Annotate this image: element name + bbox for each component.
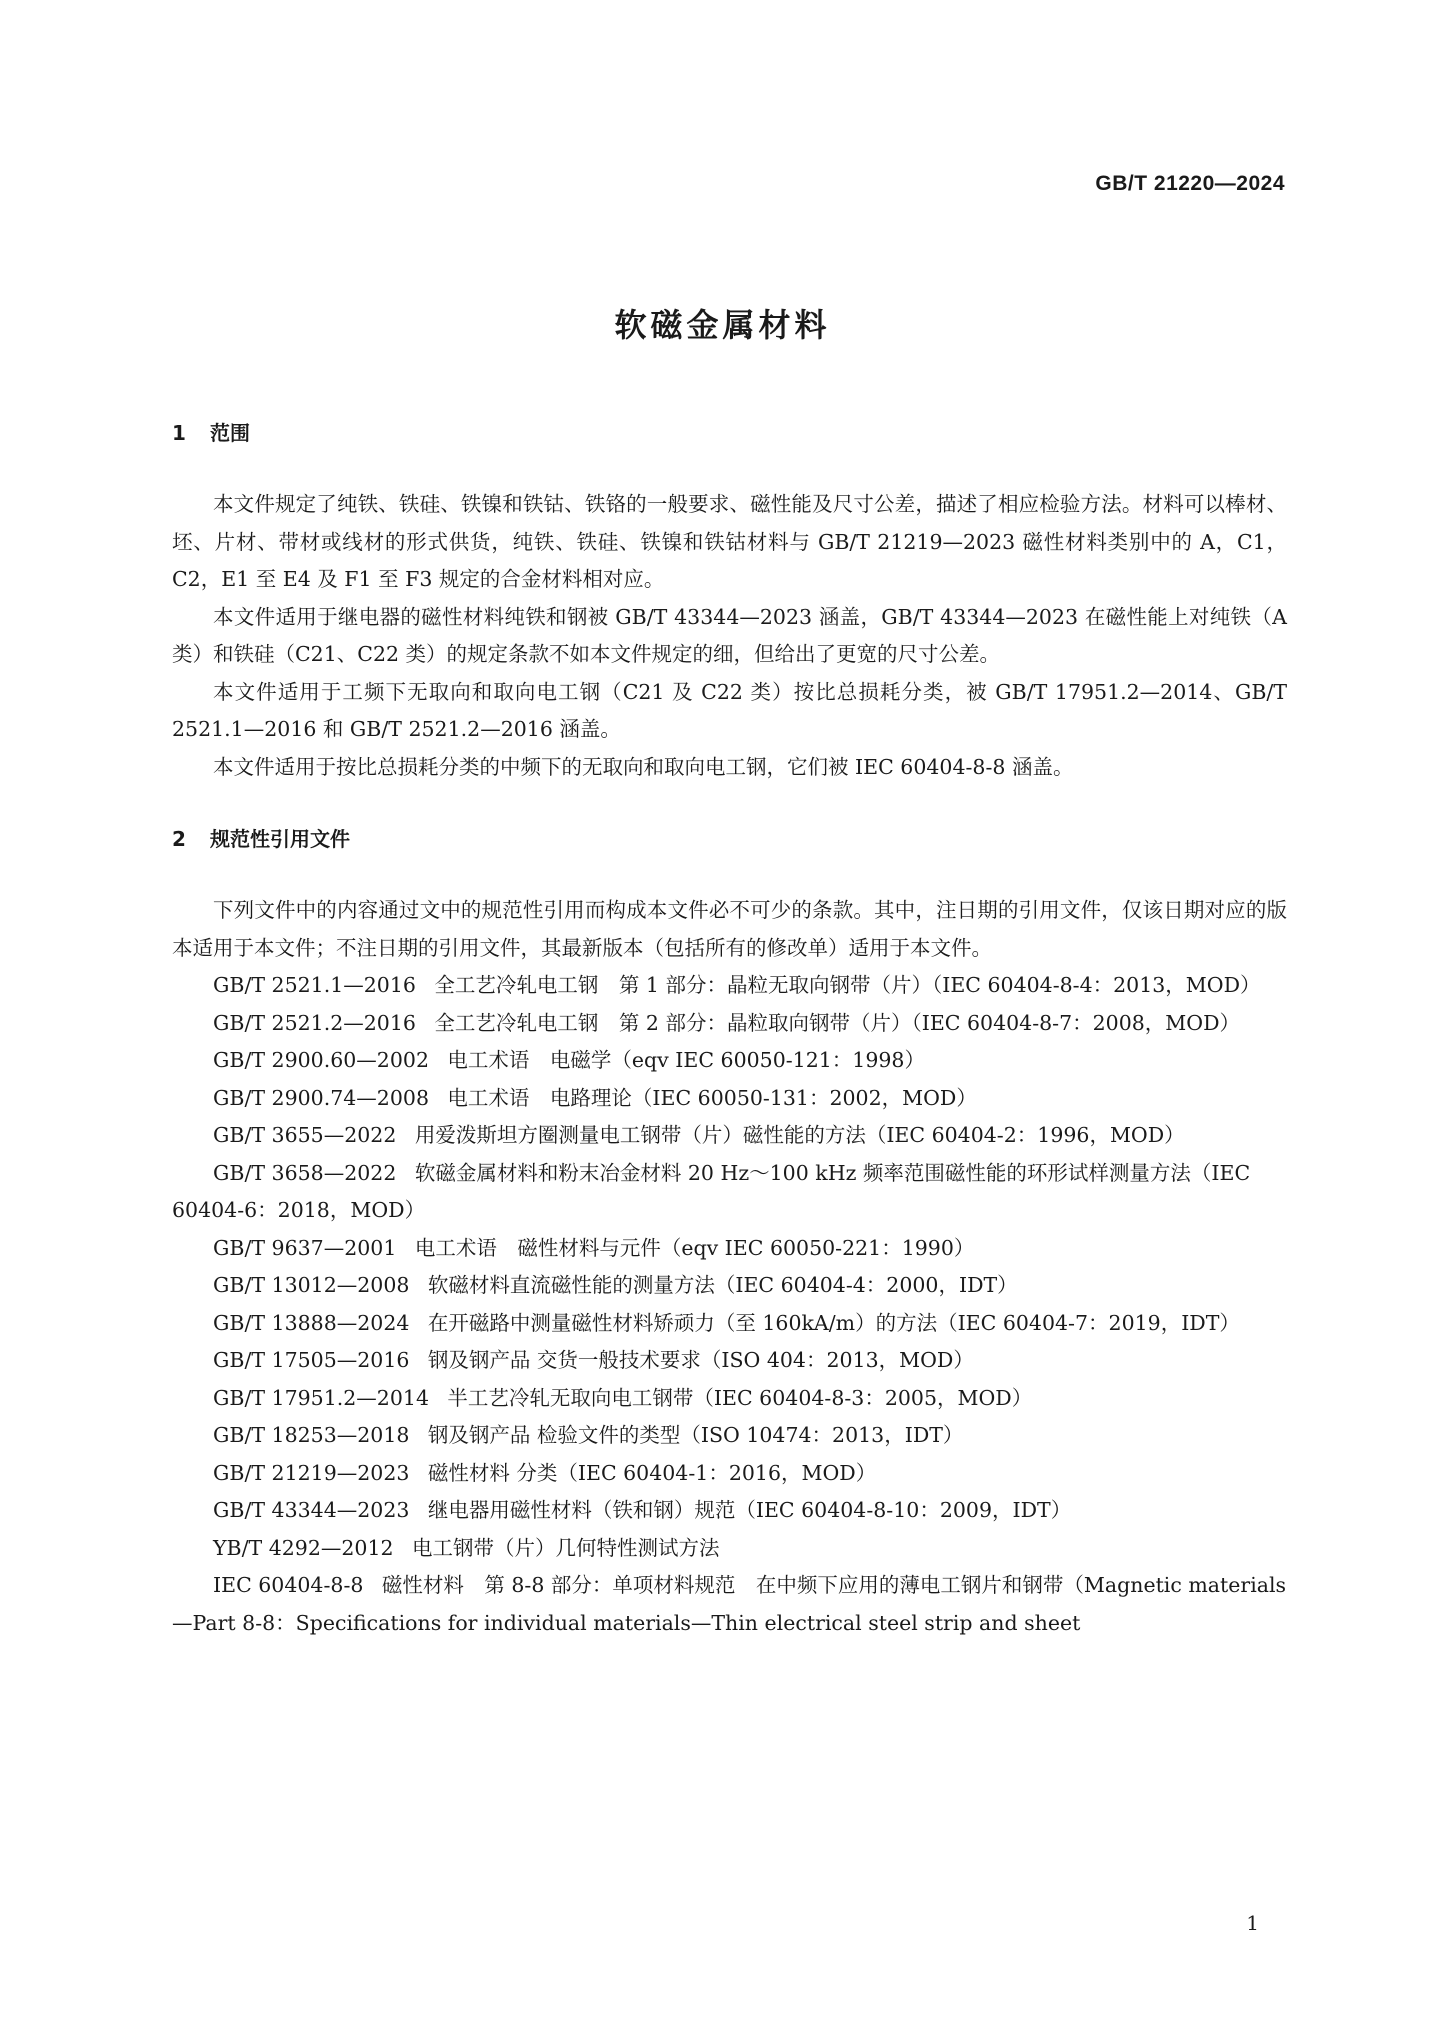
reference-item [172,967,1287,1005]
reference-title: 电工钢带（片）几何特性测试方法 [411,1535,720,1560]
document-code: GB/T 21220—2024 [1095,172,1285,195]
reference-item [172,1117,1287,1155]
section-title: 规范性引用文件 [210,827,350,851]
reference-title: 钢及钢产品 检验文件的类型（ISO 10474：2013，IDT） [427,1423,964,1447]
reference-item [172,1230,1287,1268]
reference-item [172,1567,1287,1642]
reference-item [172,1042,1287,1080]
reference-title: 磁性材料 分类（IEC 60404-1：2016，MOD） [427,1460,877,1485]
section-2-heading [172,824,1287,854]
reference-item [172,1005,1287,1043]
reference-code: GB/T 17951.2—2014 [213,1385,429,1410]
reference-code: GB/T 18253—2018 [213,1423,410,1447]
reference-title: 在开磁路中测量磁性材料矫顽力（至 160kA/m）的方法（IEC 60404-7：2019，IDT） [427,1310,1240,1335]
reference-code: YB/T 4292—2012 [213,1535,394,1560]
reference-code: GB/T 2900.60—2002 [213,1048,429,1072]
reference-code: GB/T 2900.74—2008 [213,1085,429,1110]
section-number: 2 [172,827,186,851]
paragraph: 本文件适用于按比总损耗分类的中频下的无取向和取向电工钢，它们被 IEC 60404-8-8 涵盖。 [213,754,1074,779]
reference-title: 半工艺冷轧无取向电工钢带（IEC 60404-8-3：2005，MOD） [447,1385,1033,1410]
reference-title: 磁性材料 第 8-8 部分：单项材料规范 在中频下应用的薄电工钢片和钢带（Magnetic materials—Part 8-8：Specifications for individual materials—Thin electrical steel strip and sheet [172,1573,1287,1635]
section-title: 范围 [210,421,250,445]
reference-title: 电工术语 电磁学（eqv IEC 60050-121：1998） [447,1048,925,1072]
reference-item [172,1492,1287,1530]
reference-code: GB/T 2521.2—2016 [213,1010,416,1035]
reference-code: GB/T 2521.1—2016 [213,973,416,997]
paragraph: 本文件适用于继电器的磁性材料纯铁和钢被 GB/T 43344—2023 涵盖，GB/T 43344—2023 在磁性能上对纯铁（A 类）和铁硅（C21、C22 类）的规定条款不如本文件规定的细，但给出了更宽的尺寸公差。 [172,604,1287,666]
reference-code: GB/T 17505—2016 [213,1348,410,1372]
document-title: 软磁金属材料 [614,306,831,344]
reference-code: GB/T 43344—2023 [213,1498,410,1522]
reference-item [172,1455,1287,1493]
reference-item [172,1155,1287,1230]
paragraph: 本文件规定了纯铁、铁硅、铁镍和铁钴、铁铬的一般要求、磁性能及尺寸公差，描述了相应检验方法。材料可以棒材、坯、片材、带材或线材的形式供货，纯铁、铁硅、铁镍和铁钴材料与 GB/T 21219—2023 磁性材料类别中的 A，C1，C2，E1 至 E4 及 F1 至 F3 规定的合金材料相对应。 [172,492,1287,591]
reference-item [172,1342,1287,1380]
document-body [172,418,1287,1642]
reference-title: 软磁材料直流磁性能的测量方法（IEC 60404-4：2000，IDT） [427,1273,1018,1297]
reference-title: 全工艺冷轧电工钢 第 1 部分：晶粒无取向钢带（片）（IEC 60404-8-4：2013，MOD） [434,973,1261,997]
reference-title: 软磁金属材料和粉末冶金材料 20 Hz～100 kHz 频率范围磁性能的环形试样测量方法（IEC 60404-6：2018，MOD） [172,1160,1251,1222]
reference-title: 电工术语 磁性材料与元件（eqv IEC 60050-221：1990） [414,1235,975,1260]
reference-title: 钢及钢产品 交货一般技术要求（ISO 404：2013，MOD） [427,1348,974,1372]
page-number: 1 [1246,1911,1259,1935]
reference-title: 继电器用磁性材料（铁和钢）规范（IEC 60404-8-10：2009，IDT） [427,1498,1072,1522]
section-1-heading [172,418,1287,448]
reference-code: IEC 60404-8-8 [213,1573,364,1597]
reference-item [172,1267,1287,1305]
reference-item [172,1080,1287,1118]
reference-code: GB/T 13012—2008 [213,1273,410,1297]
reference-title: 用爱泼斯坦方圈测量电工钢带（片）磁性能的方法（IEC 60404-2：1996，MOD） [414,1123,1185,1147]
reference-code: GB/T 21219—2023 [213,1460,410,1485]
paragraph: 下列文件中的内容通过文中的规范性引用而构成本文件必不可少的条款。其中，注日期的引用文件，仅该日期对应的版本适用于本文件；不注日期的引用文件，其最新版本（包括所有的修改单）适用于本文件。 [172,898,1287,960]
reference-item [172,1530,1287,1568]
section-number: 1 [172,421,186,445]
reference-title: 全工艺冷轧电工钢 第 2 部分：晶粒取向钢带（片）（IEC 60404-8-7：2008，MOD） [434,1010,1241,1035]
reference-item [172,1305,1287,1343]
paragraph: 本文件适用于工频下无取向和取向电工钢（C21 及 C22 类）按比总损耗分类，被 GB/T 17951.2—2014、GB/T 2521.1—2016 和 GB/T 2521.2—2016 涵盖。 [172,679,1287,741]
reference-code: GB/T 13888—2024 [213,1310,410,1335]
reference-code: GB/T 9637—2001 [213,1235,397,1260]
reference-title: 电工术语 电路理论（IEC 60050-131：2002，MOD） [447,1085,977,1110]
reference-item [172,1417,1287,1455]
reference-code: GB/T 3658—2022 [213,1160,397,1185]
reference-code: GB/T 3655—2022 [213,1123,397,1147]
reference-item [172,1380,1287,1418]
